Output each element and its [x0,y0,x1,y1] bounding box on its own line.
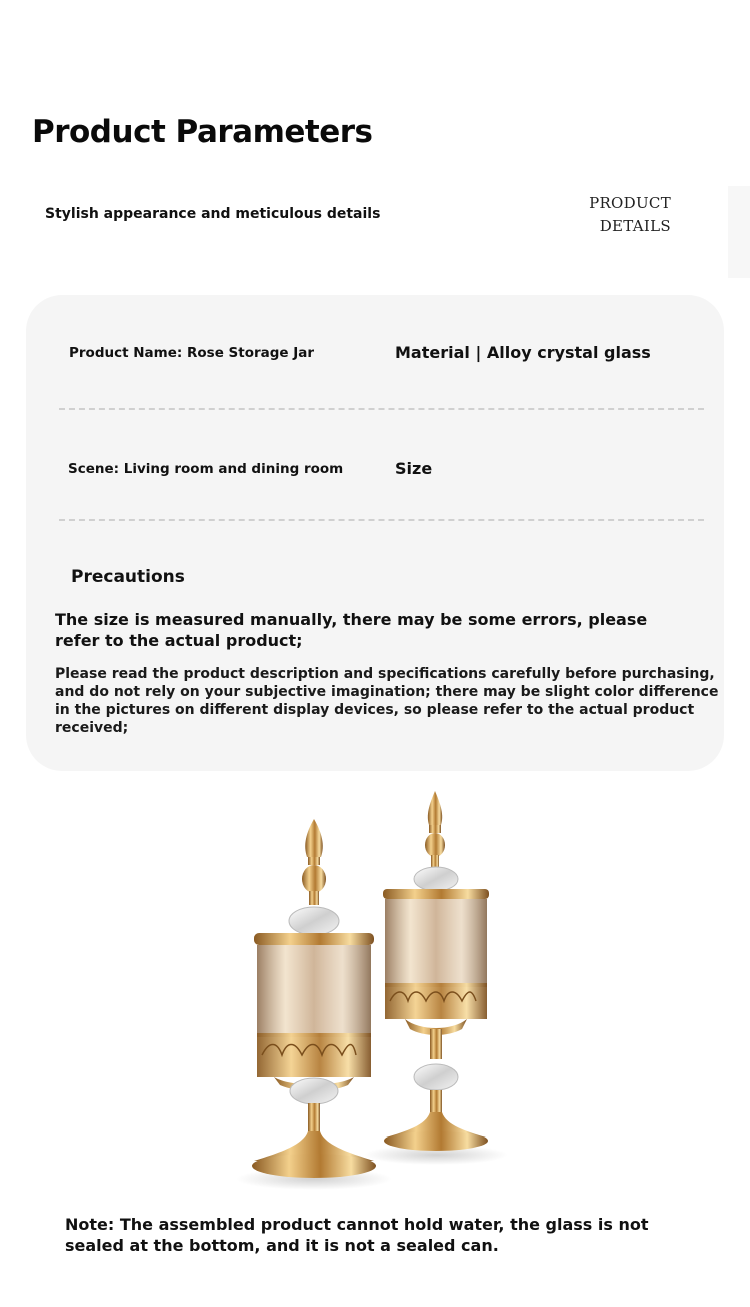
rose-storage-jars-image [230,785,520,1195]
side-decoration [728,186,750,278]
material-field: Material | Alloy crystal glass [395,343,651,362]
parameters-card [26,295,724,771]
precautions-heading: Precautions [71,567,185,587]
page-title: Product Parameters [32,114,373,150]
large-jar [236,819,392,1190]
page-subtitle: Stylish appearance and meticulous details [45,206,381,222]
assembly-note: Note: The assembled product cannot hold water, the glass is not sealed at the bottom, and it is not a sealed can. [65,1215,649,1255]
divider [59,408,704,410]
scene-field: Scene: Living room and dining room [68,461,344,477]
product-name-field: Product Name: Rose Storage Jar [69,345,315,361]
precaution-color-difference: Please read the product description and specifications carefully before purchasing, and do not rely on your subjective imagination; there may be slight color difference in the pictures on different display devices, so please refer to the actual product received; [55,666,719,736]
precaution-measurement: The size is measured manually, there may be some errors, please refer to the actual product; [55,610,648,650]
small-jar [364,791,508,1165]
badge-line-1: PRODUCT [589,194,671,212]
size-field: Size [395,459,433,478]
badge-line-2: DETAILS [599,217,671,235]
divider [59,519,704,521]
product-details-badge [589,192,671,238]
